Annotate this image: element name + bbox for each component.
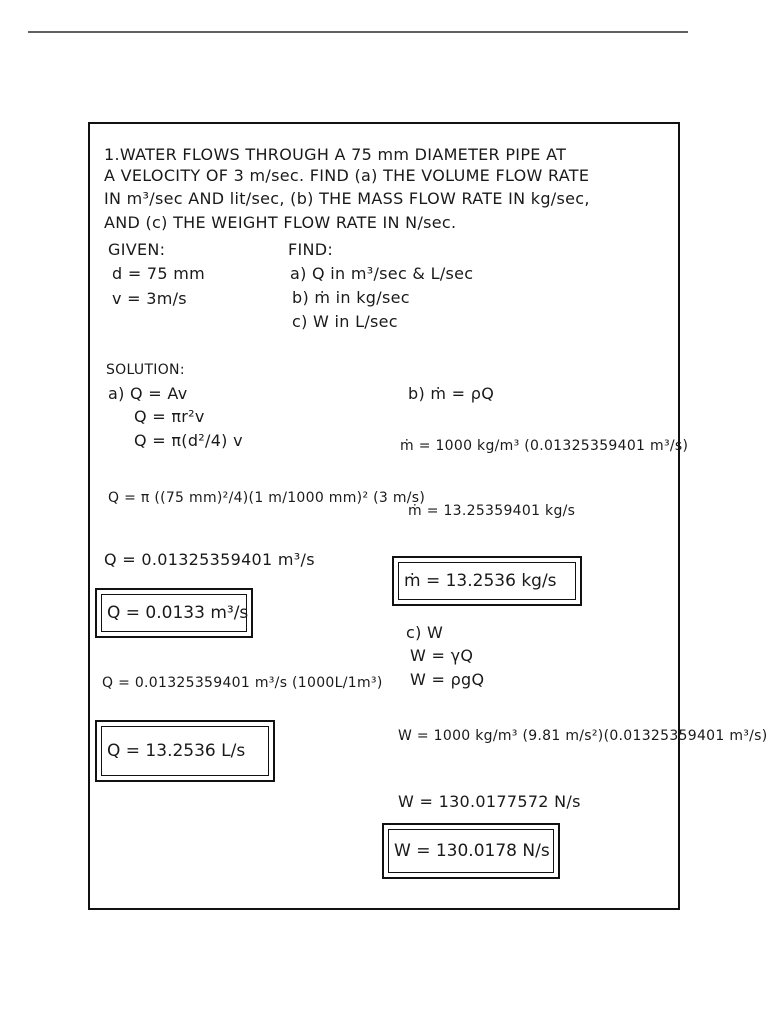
answer-box-weight-flow xyxy=(382,823,560,879)
solution-b-line-3: ṁ = 13.25359401 kg/s xyxy=(408,503,576,519)
find-heading: FIND: xyxy=(288,240,334,259)
solution-a-line-2: Q = πr²v xyxy=(134,407,205,426)
given-heading: GIVEN: xyxy=(108,240,166,259)
solution-a-line-3: Q = π(d²/4) v xyxy=(134,431,243,450)
solution-c-line-4: W = 1000 kg/m³ (9.81 m/s²)(0.01325359401 m³/s) xyxy=(398,728,768,744)
solution-heading: SOLUTION: xyxy=(106,362,185,378)
problem-line-3: IN m³/sec AND lit/sec, (b) THE MASS FLOW RATE IN kg/sec, xyxy=(104,189,590,208)
solution-c-line-1: c) W xyxy=(406,623,444,642)
answer-box-q-liters xyxy=(95,720,275,782)
solution-c-line-3: W = ρgQ xyxy=(410,670,485,689)
answer-q-m3: Q = 0.0133 m³/s xyxy=(107,603,249,623)
solution-a-line-6: Q = 0.01325359401 m³/s (1000L/1m³) xyxy=(102,675,383,691)
solution-c-line-5: W = 130.0177572 N/s xyxy=(398,792,581,811)
solution-a-line-5: Q = 0.01325359401 m³/s xyxy=(104,550,315,569)
given-diameter: d = 75 mm xyxy=(112,264,206,283)
answer-weight-flow: W = 130.0178 N/s xyxy=(394,841,550,861)
solution-a-line-4: Q = π ((75 mm)²/4)(1 m/1000 mm)² (3 m/s) xyxy=(108,490,426,506)
solution-a-line-1: a) Q = Av xyxy=(108,384,188,403)
find-a: a) Q in m³/sec & L/sec xyxy=(290,264,474,283)
worksheet-border xyxy=(88,122,680,910)
solution-b-line-1: b) ṁ = ρQ xyxy=(408,384,495,403)
find-b: b) ṁ in kg/sec xyxy=(292,288,410,307)
problem-line-1: 1.WATER FLOWS THROUGH A 75 mm DIAMETER PIPE AT xyxy=(104,145,567,164)
page-top-edge-line xyxy=(28,31,688,33)
given-velocity: v = 3m/s xyxy=(112,289,187,308)
find-c: c) W in L/sec xyxy=(292,312,398,331)
solution-c-line-2: W = γQ xyxy=(410,646,474,665)
problem-line-4: AND (c) THE WEIGHT FLOW RATE IN N/sec. xyxy=(104,213,457,232)
solution-b-line-2: ṁ = 1000 kg/m³ (0.01325359401 m³/s) xyxy=(400,438,689,454)
answer-q-liters: Q = 13.2536 L/s xyxy=(107,741,246,761)
answer-box-mass-flow xyxy=(392,556,582,606)
problem-line-2: A VELOCITY OF 3 m/sec. FIND (a) THE VOLUME FLOW RATE xyxy=(104,166,590,185)
answer-mass-flow: ṁ = 13.2536 kg/s xyxy=(404,571,557,591)
answer-box-q-m3 xyxy=(95,588,253,638)
